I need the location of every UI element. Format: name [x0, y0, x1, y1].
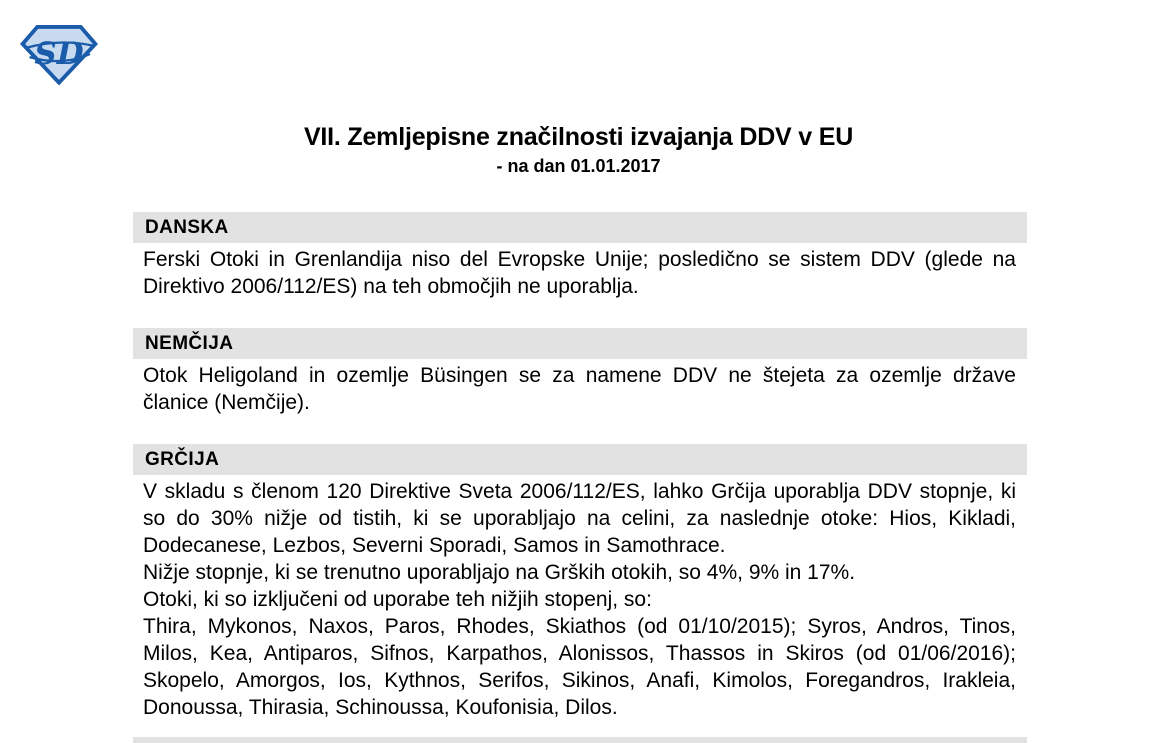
section-heading-danska: DANSKA — [133, 212, 1027, 243]
sections-container — [133, 212, 1027, 743]
next-section-bar-partial — [133, 737, 1027, 743]
page-subtitle: - na dan 01.01.2017 — [496, 155, 661, 176]
section-paragraph: Thira, Mykonos, Naxos, Paros, Rhodes, Skiathos (od 01/10/2015); Syros, Andros, Tinos, Milos, Kea, Antiparos, Sifnos, Karpathos, Alonissos, Thassos in Skiros (od 01/06/2016); Skopelo, Amorgos, Ios, Kythnos, Serifos, Sikinos, Anafi, Kimolos, Foregandros, Irakleia, Donoussa, Thirasia, Schinoussa, Koufonisia, Dilos. — [143, 615, 1016, 719]
section-danska — [133, 212, 1027, 300]
title-block — [0, 123, 1157, 177]
section-paragraph: Ferski Otoki in Grenlandija niso del Evropske Unije; posledično se sistem DDV (glede na Direktivo 2006/112/ES) na teh območjih ne uporablja. — [143, 248, 1016, 298]
section-paragraph: V skladu s členom 120 Direktive Sveta 2006/112/ES, lahko Grčija uporablja DDV stopnje, ki so do 30% nižje od tistih, ki se uporabljajo na celini, za naslednje otoke: Hios, Kikladi, Dodecanese, Lezbos, Severni Sporadi, Samos in Samothrace. — [143, 480, 1016, 557]
section-paragraph: Otoki, ki so izključeni od uporabe teh nižjih stopenj, so: — [143, 588, 652, 611]
section-heading-grcija: GRČIJA — [133, 444, 1027, 475]
section-paragraph: Nižje stopnje, ki se trenutno uporabljajo na Grških otokih, so 4%, 9% in 17%. — [143, 561, 856, 584]
sd-logo-icon — [20, 23, 98, 85]
section-heading-nemcija: NEMČIJA — [133, 328, 1027, 359]
page-title: VII. Zemljepisne značilnosti izvajanja DDV v EU — [303, 123, 854, 151]
section-nemcija — [133, 328, 1027, 416]
section-grcija — [133, 444, 1027, 721]
section-paragraph: Otok Heligoland in ozemlje Büsingen se za namene DDV ne štejeta za ozemlje države članice (Nemčije). — [143, 364, 1016, 414]
sd-logo — [20, 23, 98, 85]
logo-letters: SD — [34, 36, 84, 73]
